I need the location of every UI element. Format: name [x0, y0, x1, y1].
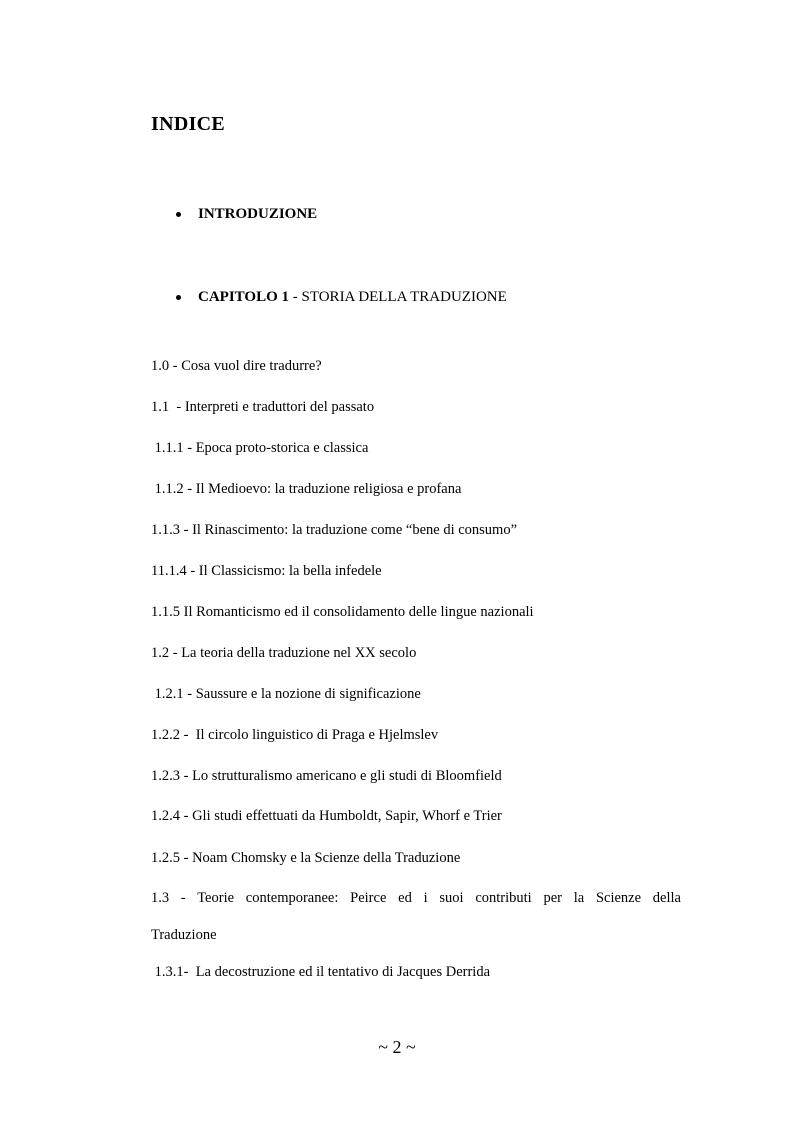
toc-entry[interactable]: 1.1 - Interpreti e traduttori del passato: [151, 399, 375, 415]
bullet-dot-icon: [176, 212, 181, 217]
toc-bullet-introduzione[interactable]: [176, 206, 317, 223]
toc-entry[interactable]: 1.1.2 - Il Medioevo: la traduzione religiosa e profana: [151, 481, 462, 497]
toc-bullet-subtitle: - STORIA DELLA TRADUZIONE: [289, 289, 507, 305]
toc-entry[interactable]: 1.2.2 - Il circolo linguistico di Praga e Hjelmslev: [151, 727, 439, 743]
toc-entry[interactable]: 1.1.5 Il Romanticismo ed il consolidamento delle lingue nazionali: [151, 604, 534, 620]
toc-bullet-capitolo-1[interactable]: [176, 289, 507, 306]
toc-entry[interactable]: 1.1.1 - Epoca proto-storica e classica: [151, 440, 369, 456]
toc-bullet-label: CAPITOLO 1: [198, 289, 289, 305]
toc-entry[interactable]: 1.1.3 - Il Rinascimento: la traduzione come “bene di consumo”: [151, 522, 518, 538]
page-number: ~ 2 ~: [378, 1037, 416, 1057]
toc-entry[interactable]: 1.2.4 - Gli studi effettuati da Humboldt, Sapir, Whorf e Trier: [151, 808, 502, 824]
toc-bullet-label: INTRODUZIONE: [198, 206, 318, 222]
toc-entry[interactable]: 1.2.1 - Saussure e la nozione di significazione: [151, 686, 421, 702]
toc-entry[interactable]: 1.0 - Cosa vuol dire tradurre?: [151, 358, 322, 374]
toc-entry[interactable]: 11.1.4 - Il Classicismo: la bella infedele: [151, 563, 382, 579]
bullet-dot-icon: [176, 295, 181, 300]
toc-entry[interactable]: 1.2.5 - Noam Chomsky e la Scienze della Traduzione: [151, 850, 461, 866]
toc-entry[interactable]: 1.3.1- La decostruzione ed il tentativo di Jacques Derrida: [151, 964, 491, 980]
toc-entry[interactable]: 1.2.3 - Lo strutturalismo americano e gli studi di Bloomfield: [151, 768, 502, 784]
page-title: INDICE: [151, 113, 226, 135]
toc-entry[interactable]: 1.2 - La teoria della traduzione nel XX secolo: [151, 645, 417, 661]
toc-entry-1-3-line1[interactable]: 1.3 - Teorie contemporanee: Peirce ed i suoi contributi per la Scienze della: [151, 890, 681, 906]
toc-entry-1-3-line2[interactable]: Traduzione: [151, 927, 217, 943]
